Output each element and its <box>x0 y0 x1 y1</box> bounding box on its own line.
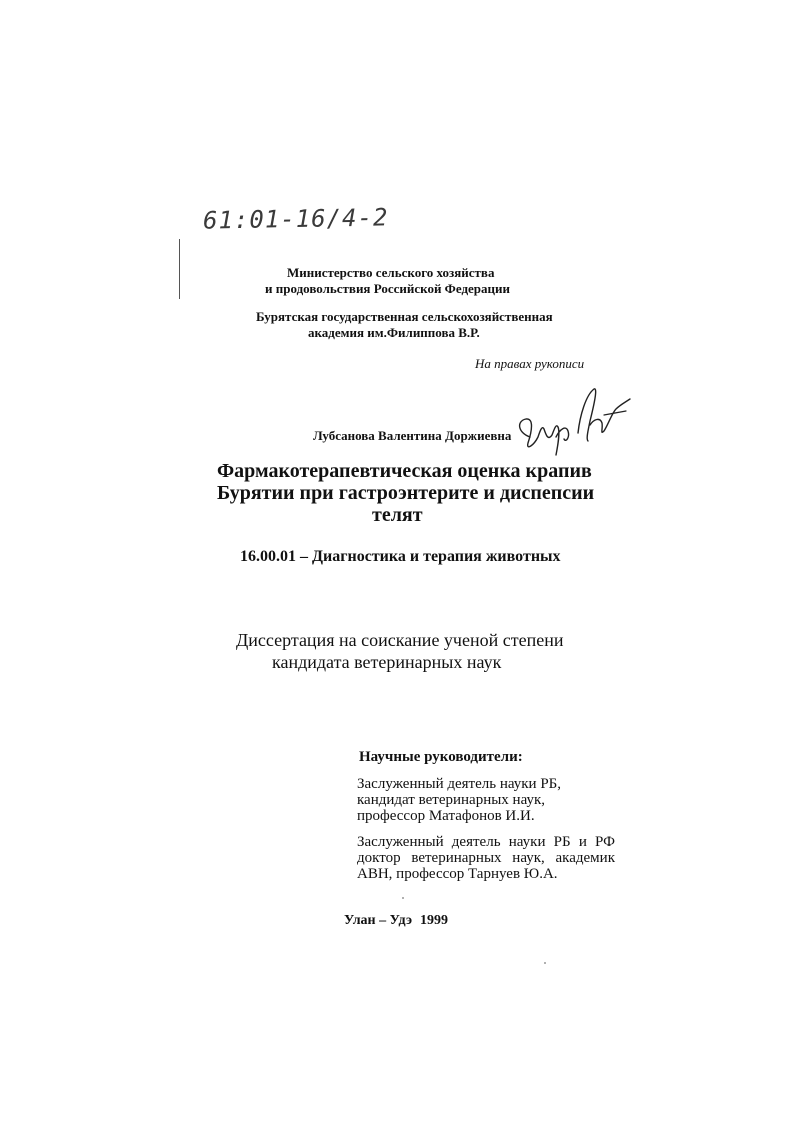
degree-line-2: кандидата ветеринарных наук <box>272 652 502 672</box>
dissertation-title-line-1: Фармакотерапевтическая оценка крапив <box>217 460 592 482</box>
place-and-year <box>344 913 448 929</box>
supervisors-heading: Научные руководители: <box>359 749 523 765</box>
supervisor-1-line-1: Заслуженный деятель науки РБ, <box>357 776 562 792</box>
academy-line-2: академия им.Филиппова В.Р. <box>308 325 480 340</box>
academy-line-1: Бурятская государственная сельскохозяйственная <box>256 309 553 324</box>
supervisor-1-line-2: кандидат ветеринарных наук, <box>357 792 546 808</box>
manuscript-rights-note: На правах рукописи <box>475 356 585 371</box>
margin-line <box>179 239 180 299</box>
dissertation-title-line-2: Бурятии при гастроэнтерите и диспепсии <box>217 482 595 504</box>
supervisor-2-line-1: Заслуженный деятель науки РБ и РФ <box>357 834 615 850</box>
ministry-line-1: Министерство сельского хозяйства <box>287 265 495 280</box>
city: Улан – Удэ <box>344 913 413 928</box>
scan-speck <box>544 962 546 964</box>
archive-stamp-code: 61:01-16/4-2 <box>202 203 389 235</box>
degree-line-1: Диссертация на соискание ученой степени <box>236 630 564 650</box>
specialty-code: 16.00.01 – Диагностика и терапия животных <box>240 548 561 565</box>
year: 1999 <box>420 913 449 928</box>
ministry-line-2: и продовольствия Российской Федерации <box>265 281 510 296</box>
scan-speck <box>402 897 404 899</box>
author-name: Лубсанова Валентина Доржиевна <box>313 428 512 443</box>
supervisor-2-line-3: АВН, профессор Тарнуев Ю.А. <box>357 866 558 882</box>
supervisor-1-line-3: профессор Матафонов И.И. <box>357 808 535 824</box>
signature-icon <box>508 385 633 460</box>
dissertation-title-line-3: телят <box>372 504 423 526</box>
supervisor-2-line-2: доктор ветеринарных наук, академик <box>357 850 615 866</box>
